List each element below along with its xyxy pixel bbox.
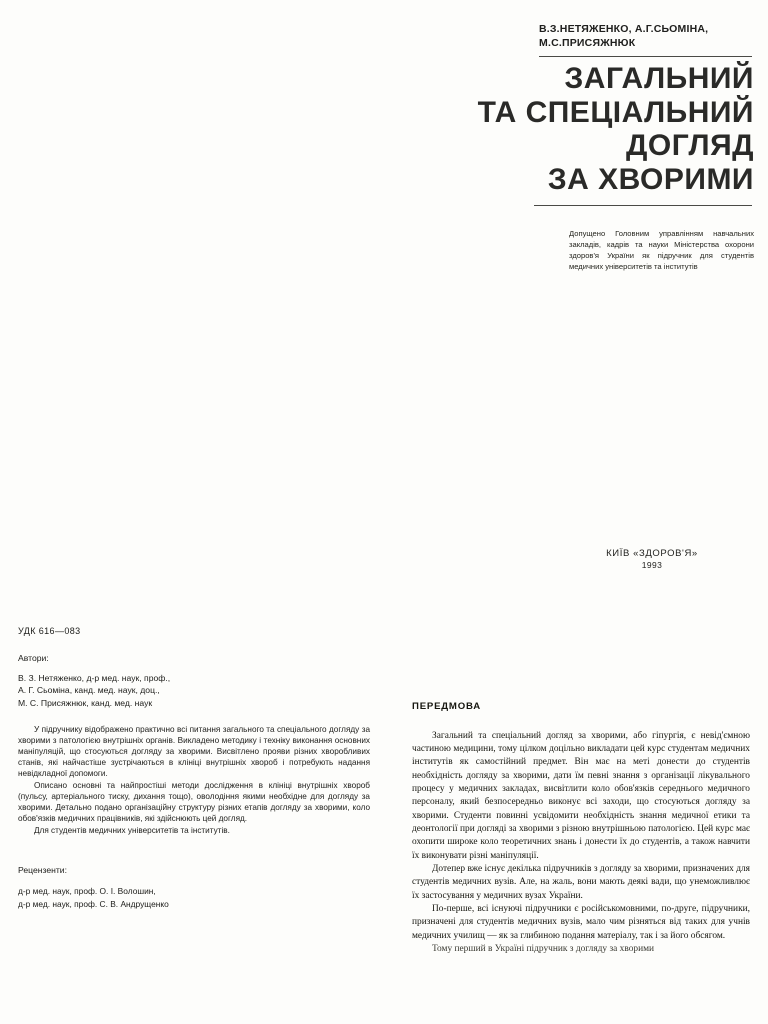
reviewer-item: д-р мед. наук, проф. С. В. Андрущенко [18,898,169,909]
reviewers-block [18,865,370,911]
title-authors-line: В.З.НЕТЯЖЕНКО, А.Г.СЬОМІНА, М.С.ПРИСЯЖНЮК [539,23,709,50]
imprint [552,548,752,570]
book-title-line-3: ДОГЛЯД [626,129,754,163]
preface-column [412,700,750,956]
author-item: В. З. Нетяженко, д-р мед. наук, проф., [18,673,171,684]
title-rule-bottom [534,205,752,206]
title-rule-top [539,56,752,57]
annotation-paragraph: У підручнику відображено практично всі питання загального та спеціального догляду за хворими з патологією внутрішніх органів. Викладено методику і техніку виконання основних маніпуляцій, що стосуються догляду за хворими. Висвітлено прояви різних хворобливих станів, які найчастіше зустрічаються в клініці внутрішніх хвороб і потребують надання невідкладної допомоги. [18,724,370,779]
author-item: А. Г. Сьоміна, канд. мед. наук, доц., [18,685,160,696]
preface-heading: ПЕРЕДМОВА [412,701,481,712]
reviewer-item: д-р мед. наук, проф. О. І. Волошин, [18,886,156,897]
annotation-paragraph: Для студентів медичних університетів та інститутів. [34,826,230,836]
preface-paragraph: По-перше, всі існуючі підручники є російськомовними, по-друге, підручники, призначені для студентів медичних вузів, мало чим різняться від таких для учнів медичних училищ — як за глибиною подання матеріалу, так і за його обсягом. [412,904,750,941]
reviewers-label: Рецензенти: [18,864,67,875]
authors-list [18,672,370,709]
publisher-name: КИЇВ «ЗДОРОВ'Я» [606,548,698,559]
authors-label: Автори: [18,653,49,664]
preface-paragraph: Загальний та спеціальний догляд за хворими, або гіпургія, є невід'ємною частиною медицини, тому цілком доцільно викладати цей курс студентам медичних інститутів як самостійний предмет. Він має на меті донести до студентів необхідність догляду за хворими, дати їм певні знання з організації лікувального процесу у медичних закладах, висвітлити коло обов'язків середнього медичного персоналу, який безпосередньо виконує всі заходи, що стосуються догляду за хворими. Студенти повинні усвідомити необхідність знання медичної етики та деонтології при догляді за хворими з різною внутрішньою патологією. Цей курс має охопити широке коло теоретичних знань і донести їх до студентів, а також навчити їх виконувати різні маніпуляції. [412,730,750,861]
approval-note: Допущено Головним управлінням навчальних закладів, кадрів та науки Міністерства охорони здоров'я України як підручник для студентів медичних університетів та інститутів [569,229,754,271]
preface-paragraph: Тому перший в Україні підручник з догляду за хворими [432,944,655,955]
publication-year: 1993 [641,560,663,570]
title-page [384,0,768,600]
author-item: М. С. Присяжнюк, канд. мед. наук [18,697,153,708]
annotation-paragraph: Описано основні та найпростіші методи дослідження в клініці внутрішніх хвороб (пульсу, артеріального тиску, дихання тощо), оволодіння якими необхідне для догляду за хворими. Детально подано організаційну структуру різних етапів догляду за хворими, коло обов'язків медичних працівників, які здійснюють цей догляд. [18,781,370,824]
copyright-column [18,625,370,911]
book-title-line-2: ТА СПЕЦІАЛЬНИЙ [477,95,754,129]
book-title [424,62,754,196]
book-title-line-4: ЗА ХВОРИМИ [547,162,754,196]
preface-paragraph: Дотепер вже існує декілька підручників з догляду за хворими, призначених для студентів медичних вузів. Але, на жаль, вони мають деякі вади, що унеможливлює їх застосування у медичних вузах України. [412,864,750,901]
book-title-line-1: ЗАГАЛЬНИЙ [564,62,754,95]
annotation-text [18,724,370,837]
udc-code: УДК 616—083 [18,626,81,636]
